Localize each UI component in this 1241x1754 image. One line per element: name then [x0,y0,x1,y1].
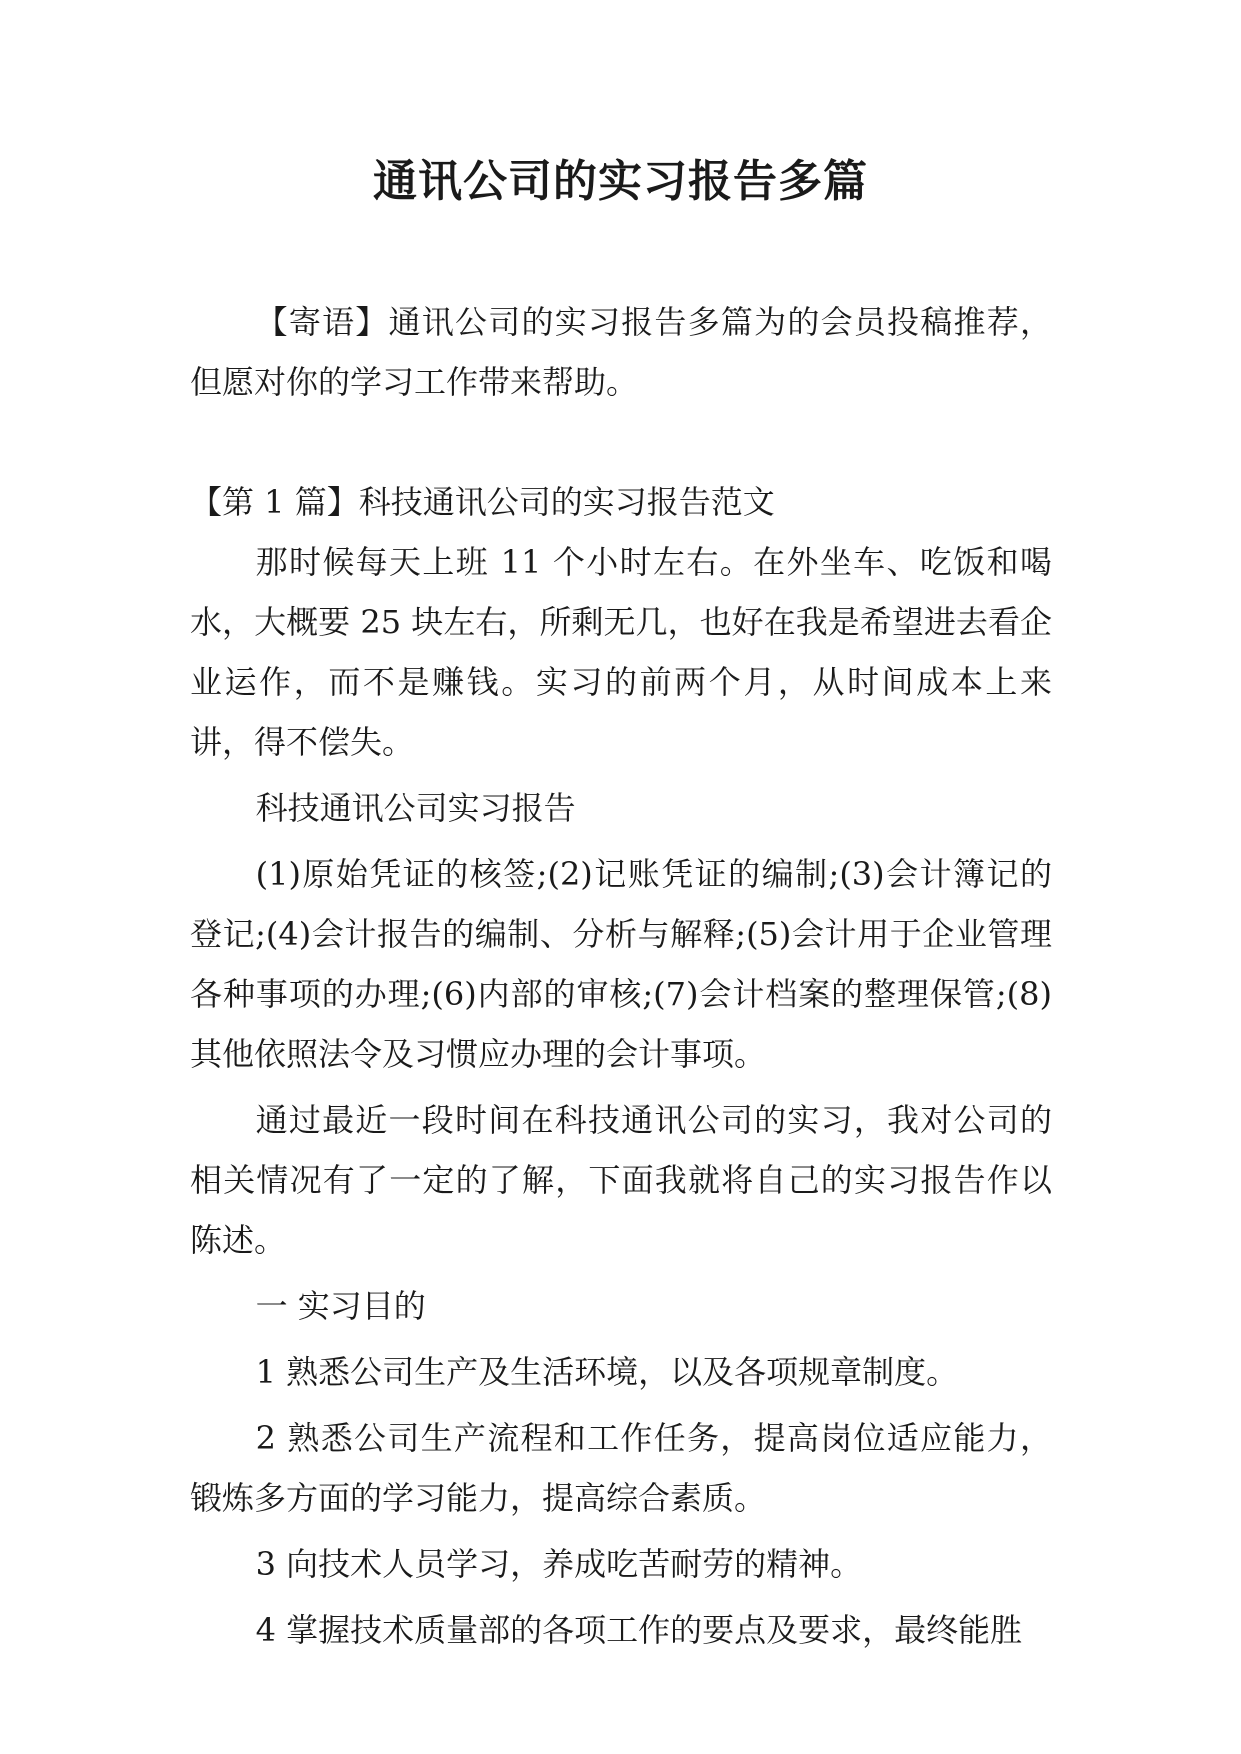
list-item: 3 向技术人员学习，养成吃苦耐劳的精神。 [255,1545,863,1583]
intro-paragraph: 【寄语】通讯公司的实习报告多篇为的会员投稿推荐，但愿对你的学习工作带来帮助。 [190,303,1052,401]
list-item: 2 熟悉公司生产流程和工作任务，提高岗位适应能力，锻炼多方面的学习能力，提高综合素质。 [190,1419,1052,1517]
list-item: 4 掌握技术质量部的各项工作的要点及要求，最终能胜 [255,1611,1023,1649]
document-body [190,292,1052,1660]
body-paragraph: (1)原始凭证的核签;(2)记账凭证的编制;(3)会计簿记的登记;(4)会计报告的编制、分析与解释;(5)会计用于企业管理各种事项的办理;(6)内部的审核;(7)会计档案的整理保管;(8)其他依照法令及习惯应办理的会计事项。 [190,855,1052,1073]
body-paragraph: 科技通讯公司实习报告 [255,789,576,827]
subheading: 一 实习目的 [255,1287,426,1325]
body-paragraph: 通过最近一段时间在科技通讯公司的实习，我对公司的相关情况有了一定的了解，下面我就将自己的实习报告作以陈述。 [190,1101,1052,1259]
document-title: 通讯公司的实习报告多篇 [373,156,868,207]
list-item: 1 熟悉公司生产及生活环境，以及各项规章制度。 [255,1353,959,1391]
body-paragraph: 那时候每天上班 11 个小时左右。在外坐车、吃饭和喝水，大概要 25 块左右，所剩无几，也好在我是希望进去看企业运作，而不是赚钱。实习的前两个月，从时间成本上来讲，得不偿失。 [190,543,1052,761]
section-heading: 【第 1 篇】科技通讯公司的实习报告范文 [190,483,775,521]
